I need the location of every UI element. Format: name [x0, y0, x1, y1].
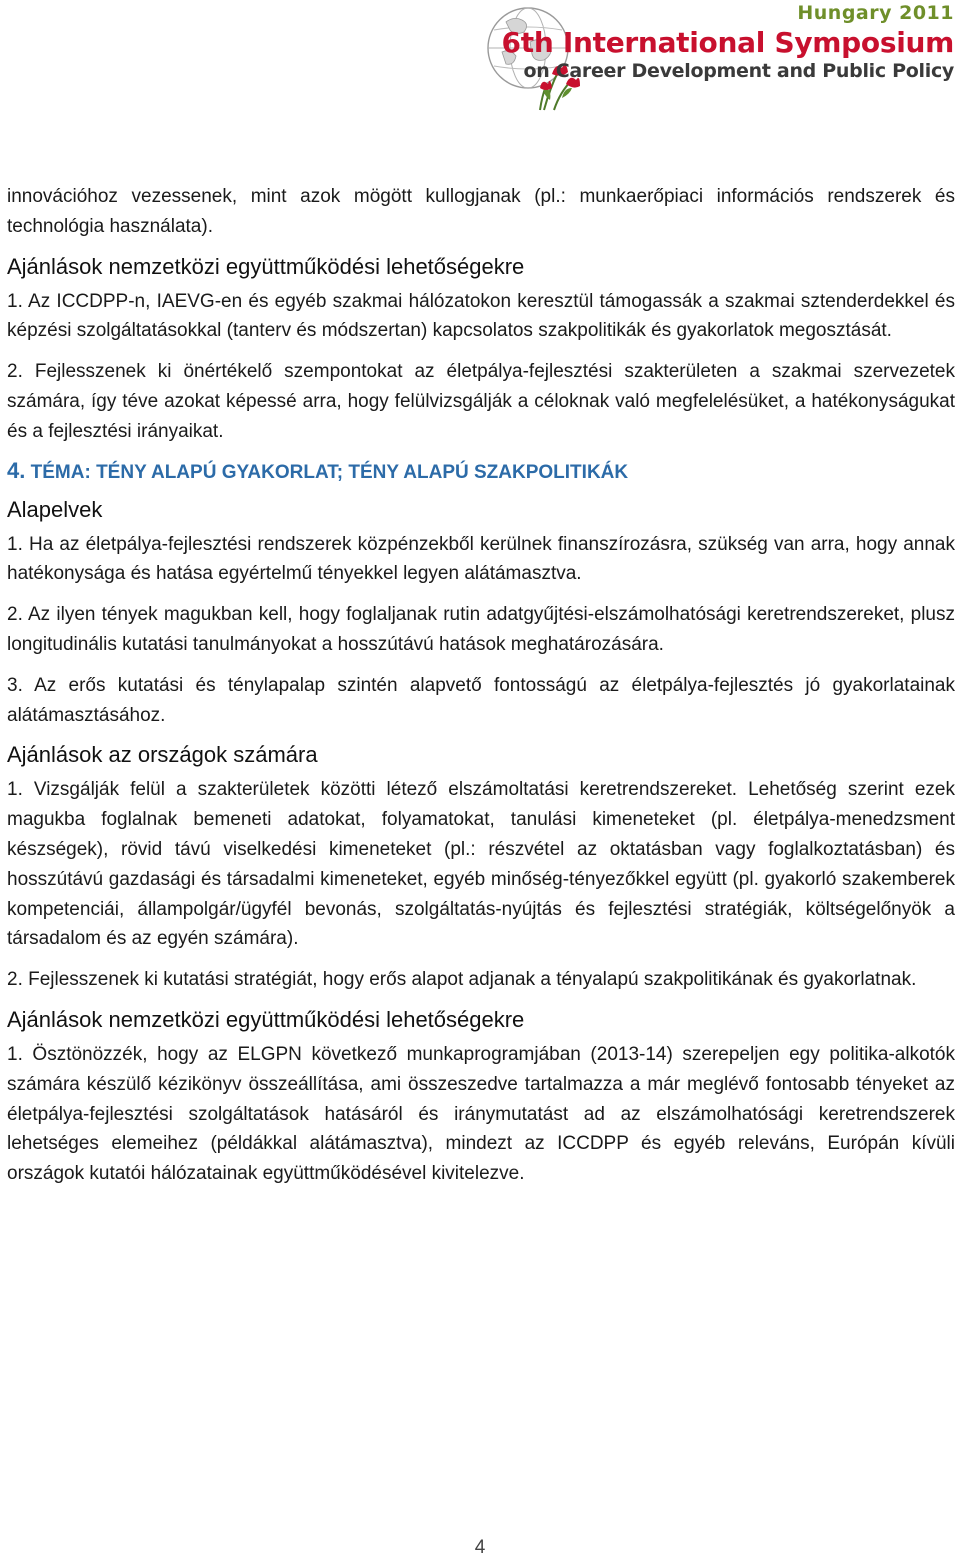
logo-title: 6th International Symposium — [501, 26, 954, 59]
symposium-logo-text — [502, 4, 954, 81]
paragraph: 1. Vizsgálják felül a szakterületek közötti létező elszámoltatási keretrendszereket. Lehetőség szerint ezek magukba foglalnak bemeneti adatokat, folyamatokat, tanulási kimeneteket (pl. életpálya-menedzsment készségek), rövid távú viselkedési kimeneteket (pl.: részvétel az oktatásban vagy foglalkoztatásban) és hosszútávú gazdasági és társadalmi kimeneteket, egyéb minőség-tényezőkkel együtt (pl. gyakorló szakemberek kompetenciái, állampolgár/ügyfél bevonás, szolgáltatás-nyújtás és fejlesztési stratégiák, költségelőnyök a társadalom és az egyén számára). — [7, 779, 955, 950]
paragraph: 3. Az erős kutatási és ténylapalap szintén alapvető fontosságú az életpálya-fejlesztés jó gyakorlatainak alátámasztásához. — [7, 674, 955, 726]
section-heading: Ajánlások nemzetközi együttműködési lehetőségekre — [7, 253, 525, 279]
topic-number: 4. — [7, 457, 26, 483]
section-heading: Ajánlások az országok számára — [7, 742, 318, 768]
paragraph: 1. Ha az életpálya-fejlesztési rendszerek közpénzekből kerülnek finanszírozásra, szükség van arra, hogy annak hatékonysága és hatása egyértelmű tényekkel legyen alátámasztva. — [7, 533, 955, 585]
topic-title: TÉMA: TÉNY ALAPÚ GYAKORLAT; TÉNY ALAPÚ SZAKPOLITIKÁK — [30, 461, 629, 483]
paragraph: 1. Ösztönözzék, hogy az ELGPN következő munkaprogramjában (2013-14) szerepeljen egy politika-alkotók számára készülő kézikönyv összeállítása, ami összeszedve tartalmazza a már meglévő fontosabb tényeket az életpálya-fejlesztési szolgáltatások hatásáról és iránymutatást ad az elszámolhatósági keretrendszerek lehetséges elemeihez (példákkal alátámasztva), mindezt az ICCDPP és egyéb releváns, Európán kívüli országok kutatói hálózatainak együttműködésével kivitelezve. — [7, 1043, 955, 1185]
logo-subtitle: on Career Development and Public Policy — [523, 60, 954, 82]
document-body — [7, 182, 955, 1200]
paragraph: 1. Az ICCDPP-n, IAEVG-en és egyéb szakmai hálózatokon keresztül támogassák a szakmai sztenderdekkel és képzési szolgáltatásokkal (tanterv és módszertan) kapcsolatos szakpolitikák és gyakorlatok megosztását. — [7, 290, 955, 342]
section-heading: Alapelvek — [7, 496, 103, 522]
page-header — [0, 0, 960, 125]
page-number: 4 — [474, 1537, 486, 1558]
paragraph: 2. Fejlesszenek ki kutatási stratégiát, hogy erős alapot adjanak a tényalapú szakpolitikának és gyakorlatnak. — [7, 969, 917, 991]
section-heading: Ajánlások nemzetközi együttműködési lehetőségekre — [7, 1006, 525, 1032]
paragraph: innovációhoz vezessenek, mint azok mögött kullogjanak (pl.: munkaerőpiaci információs rendszerek és technológia használata). — [7, 186, 955, 237]
topic-heading — [7, 458, 955, 486]
paragraph: 2. Az ilyen tények magukban kell, hogy foglaljanak rutin adatgyűjtési-elszámolhatósági keretrendszereket, plusz longitudinális kutatási tanulmányokat a hosszútávú hatások meghatározására. — [7, 604, 955, 655]
logo-year: Hungary 2011 — [797, 2, 954, 24]
paragraph: 2. Fejlesszenek ki önértékelő szempontokat az életpálya-fejlesztési szakterületen a szakmai szervezetek számára, így téve azokat képessé arra, hogy felülvizsgálják a céloknak való megfelelésüket, a hatékonyságukat és a fejlesztési irányaikat. — [7, 361, 955, 442]
